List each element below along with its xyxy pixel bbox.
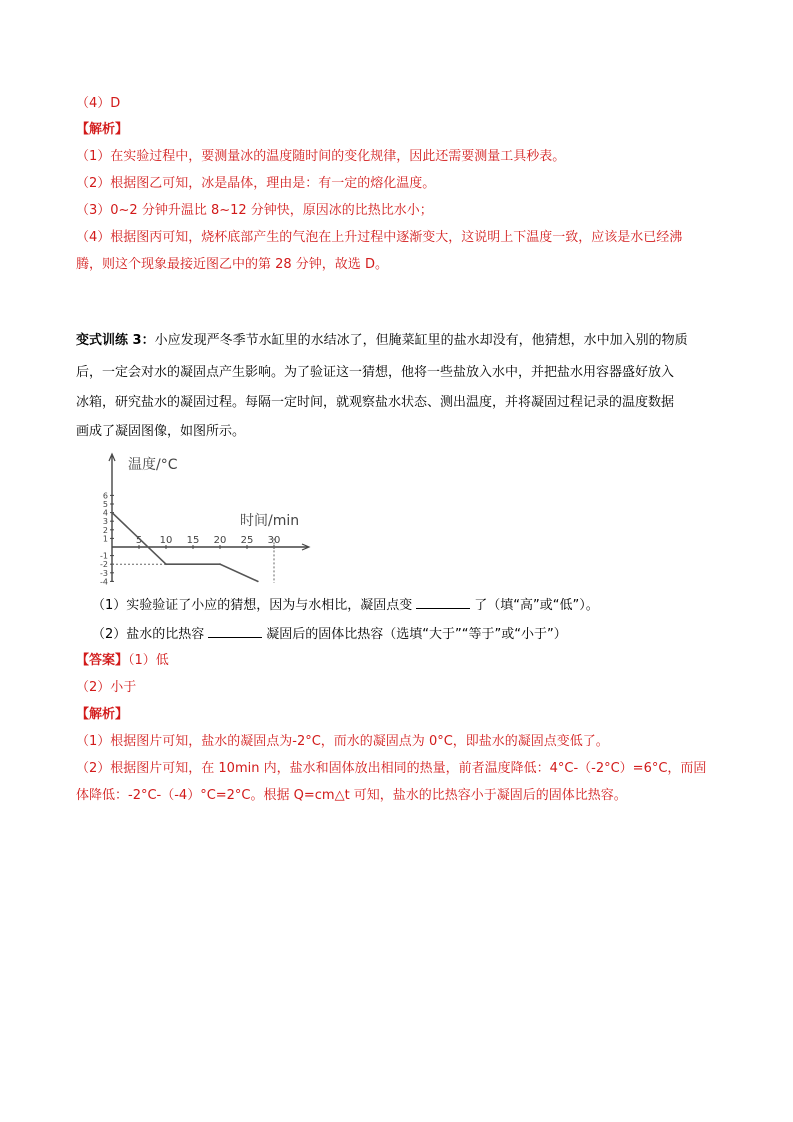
question-line-3: 冰箱，研究盐水的凝固过程。每隔一定时间，就观察盐水状态、测出温度，并将凝固过程记录的温度数据 [76,395,675,410]
sub-question-2-text-a: （2）盐水的比热容 [92,627,205,642]
y-tick-label: -4 [100,577,108,586]
prev-jiexi-label: 【解析】 [76,122,129,137]
analysis-label: 【解析】 [76,707,129,722]
question-text-1: 小应发现严冬季节水缸里的水结冰了，但腌菜缸里的盐水却没有，他猜想，水中加入别的物质 [154,333,688,348]
chart-ylabel: 温度/°C [128,457,178,473]
x-tick-label: 15 [186,535,200,546]
answer-1: （1）低 [128,653,169,668]
chart-xlabel: 时间/min [240,513,300,529]
sub-question-1-text-a: （1）实验验证了小应的猜想，因为与水相比，凝固点变 [92,598,413,613]
series-point [257,581,259,583]
sub-question-1-text-b: 了（填“高”或“低”）。 [474,598,599,613]
y-tick-label: 5 [102,500,108,509]
answer-line-1 [76,652,169,670]
prev-jiexi-line-2: （2）根据图乙可知，冰是晶体，理由是：有一定的熔化温度。 [76,176,436,191]
series-point [111,512,113,514]
freezing-curve-chart [96,450,318,586]
prev-jiexi-line-4: （4）根据图丙可知，烧杯底部产生的气泡在上升过程中逐渐变大，这说明上下温度一致，应该是水已经沸 [76,230,683,245]
sub-question-1 [92,596,599,615]
answer-blank-2[interactable] [208,625,262,638]
question-line-4: 画成了凝固图像，如图所示。 [76,424,246,439]
question-line-2: 后，一定会对水的凝固点产生影响。为了验证这一猜想，他将一些盐放入水中，并把盐水用容器盛好放入 [76,365,675,380]
prev-jiexi-line-1: （1）在实验过程中，要测量冰的温度随时间的变化规律，因此还需要测量工具秒表。 [76,149,566,164]
y-tick-label: 1 [102,534,108,544]
x-tick-label: 5 [135,535,143,546]
analysis-line-2: （2）根据图片可知，在 10min 内，盐水和固体放出相同的热量，前者温度降低：4°C-（-2°C）=6°C，而固 [76,761,707,776]
y-tick-label: 4 [102,508,108,518]
answer-label: 【答案】 [76,653,129,668]
prev-jiexi-line-5: 腾，则这个现象最接近图乙中的第 28 分钟，故选 D。 [76,257,388,272]
question-line-1 [76,332,688,350]
question-label: 变式训练 3： [76,333,155,348]
y-tick-label: -1 [100,551,108,561]
x-tick-label: 30 [267,535,281,546]
series-point [165,563,167,565]
sub-question-2 [92,625,567,644]
y-tick-label: -2 [100,560,108,570]
analysis-line-1: （1）根据图片可知，盐水的凝固点为-2°C，而水的凝固点为 0°C，即盐水的凝固点变低了。 [76,734,609,749]
x-tick-label: 25 [240,535,254,546]
answer-blank-1[interactable] [416,596,470,609]
y-tick-label: 6 [102,491,108,501]
x-tick-label: 10 [159,535,173,546]
y-tick-label: -3 [100,568,108,578]
prev-jiexi-line-3: （3）0~2 分钟升温比 8~12 分钟快，原因冰的比热比水小； [76,203,433,218]
answer-2: （2）小于 [76,680,137,695]
sub-question-2-text-b: 凝固后的固体比热容（选填“大于”“等于”或“小于”） [266,627,567,642]
analysis-line-3: 体降低：-2°C-（-4）°C=2°C。根据 Q=cm△t 可知，盐水的比热容小于凝固后的固体比热容。 [76,788,627,803]
y-tick-label: 2 [102,525,108,535]
series-point [219,563,221,565]
y-tick-label: 3 [102,517,108,527]
x-tick-label: 20 [213,535,227,546]
prev-answer-item-4: （4）D [76,96,121,111]
